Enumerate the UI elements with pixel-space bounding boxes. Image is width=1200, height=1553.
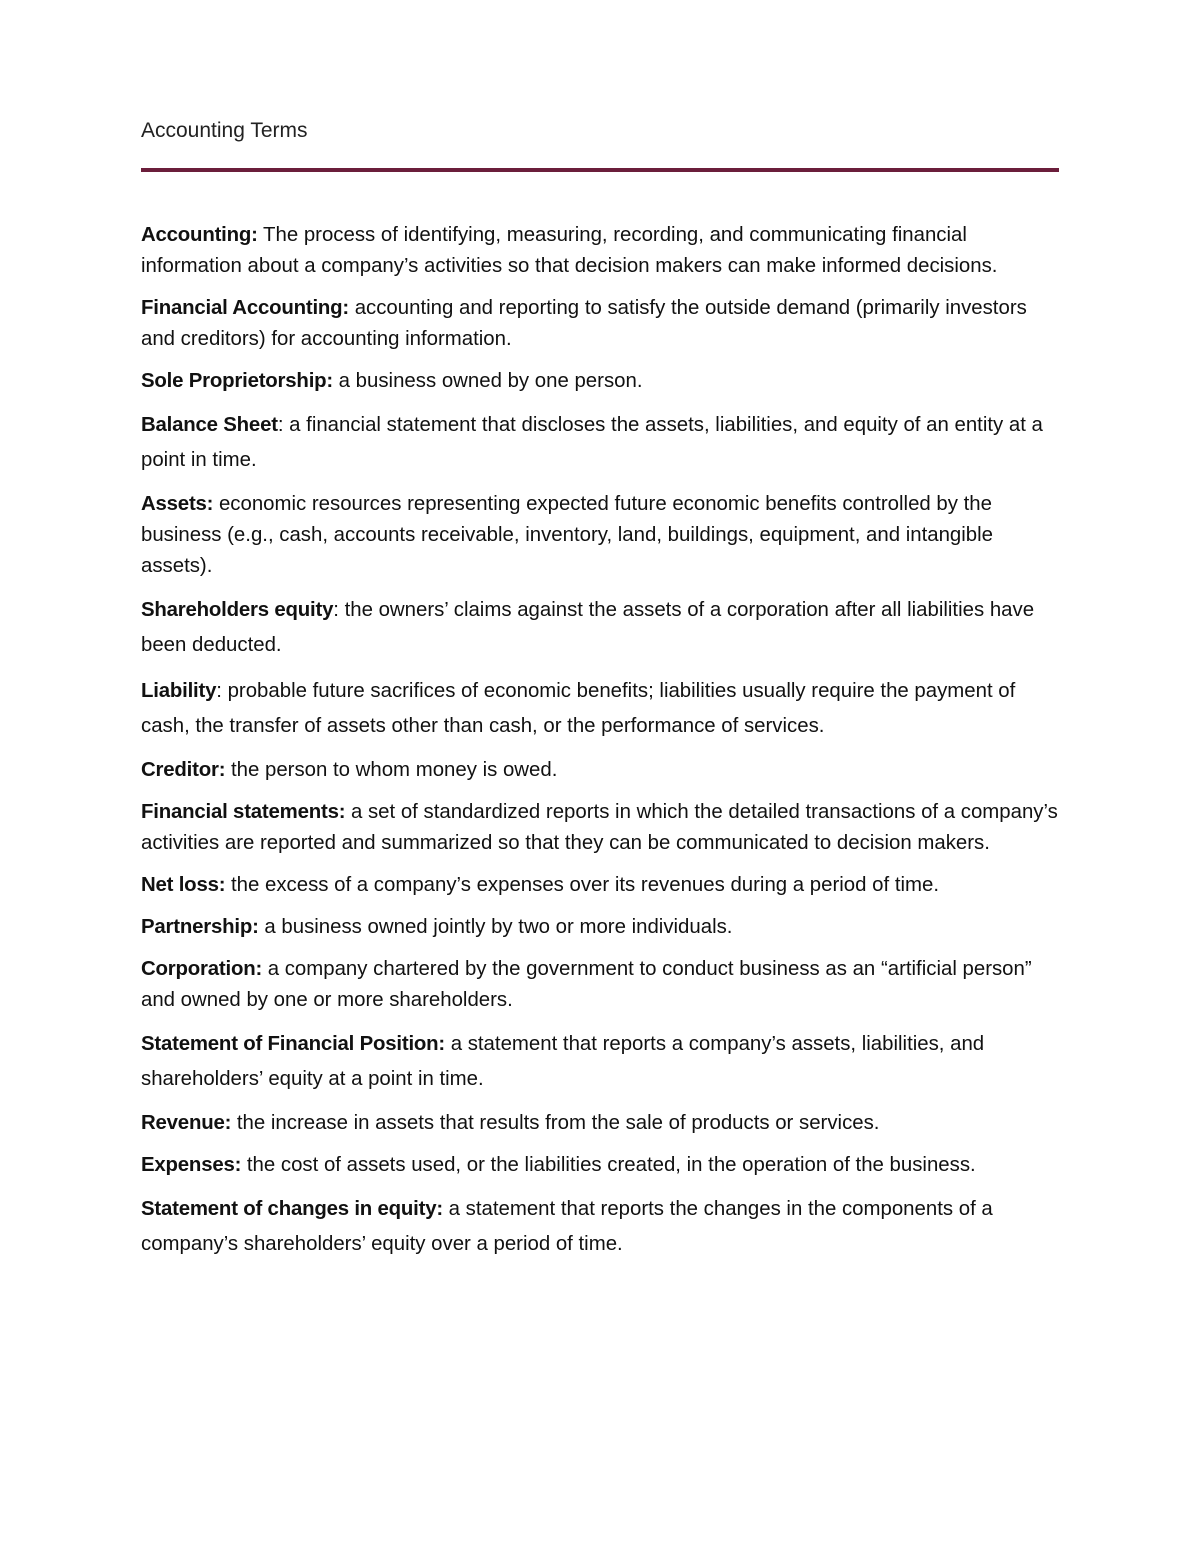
glossary-term: Creditor: [141, 759, 226, 781]
glossary-term: Expenses: [141, 1154, 242, 1176]
glossary-term: Statement of Financial Position: [141, 1033, 446, 1055]
glossary-term: Statement of changes in equity: [141, 1198, 443, 1220]
glossary-entry-assets [141, 489, 1059, 582]
glossary-term: Sole Proprietorship: [141, 370, 334, 392]
glossary-term: Accounting: [141, 224, 258, 246]
glossary-definition: the person to whom money is owed. [225, 759, 558, 781]
glossary-definition: the excess of a company’s expenses over its revenues during a period of time. [225, 874, 940, 896]
glossary-definition: a business owned by one person. [333, 370, 643, 392]
glossary-entry-financial-accounting [141, 293, 1059, 355]
glossary-definition: accounting and reporting to satisfy the outside demand (primarily investors and creditors) for accounting information. [141, 297, 1027, 350]
glossary-definition: : the owners’ claims against the assets of a corporation after all liabilities have been deducted. [141, 599, 1035, 656]
glossary-definition: economic resources representing expected future economic benefits controlled by the business (e.g., cash, accounts receivable, inventory, land, buildings, equipment, and intangible assets). [141, 493, 994, 577]
glossary-list [141, 220, 1059, 1273]
glossary-entry-expenses [141, 1150, 1059, 1181]
glossary-definition: the increase in assets that results from the sale of products or services. [231, 1112, 880, 1134]
glossary-entry-corporation [141, 954, 1059, 1016]
glossary-entry-accounting [141, 220, 1059, 282]
glossary-definition: a set of standardized reports in which the detailed transactions of a company’s activities are reported and summarized so that they can be communicated to decision makers. [141, 801, 1058, 854]
glossary-term: Liability [141, 680, 217, 702]
glossary-entry-statement-of-changes-in-equity [141, 1192, 1059, 1262]
glossary-entry-creditor [141, 755, 1059, 786]
glossary-entry-sole-proprietorship [141, 366, 1059, 397]
title-divider [141, 168, 1059, 172]
glossary-entry-revenue [141, 1108, 1059, 1139]
glossary-entry-financial-statements [141, 797, 1059, 859]
glossary-entry-partnership [141, 912, 1059, 943]
glossary-entry-liability [141, 674, 1059, 744]
glossary-definition: : a financial statement that discloses the assets, liabilities, and equity of an entity at a point in time. [141, 414, 1043, 471]
glossary-term: Financial Accounting: [141, 297, 350, 319]
glossary-term: Balance Sheet [141, 414, 278, 436]
glossary-term: Shareholders equity [141, 599, 334, 621]
glossary-term: Revenue: [141, 1112, 232, 1134]
glossary-definition: a business owned jointly by two or more individuals. [258, 916, 733, 938]
glossary-definition: : probable future sacrifices of economic benefits; liabilities usually require the payment of cash, the transfer of assets other than cash, or the performance of services. [141, 680, 1016, 737]
glossary-term: Assets: [141, 493, 214, 515]
glossary-term: Corporation: [141, 958, 263, 980]
glossary-entry-net-loss [141, 870, 1059, 901]
glossary-definition: a company chartered by the government to conduct business as an “artificial person” and owned by one or more shareholders. [141, 958, 1032, 1011]
glossary-definition: a statement that reports the changes in the components of a company’s shareholders’ equity over a period of time. [141, 1198, 993, 1255]
glossary-entry-balance-sheet [141, 408, 1059, 478]
glossary-entry-shareholders-equity [141, 593, 1059, 663]
glossary-definition: the cost of assets used, or the liabilities created, in the operation of the business. [241, 1154, 976, 1176]
glossary-definition: The process of identifying, measuring, recording, and communicating financial information about a company’s activities so that decision makers can make informed decisions. [141, 224, 998, 277]
glossary-term: Partnership: [141, 916, 259, 938]
glossary-term: Financial statements: [141, 801, 346, 823]
glossary-entry-statement-of-financial-position [141, 1027, 1059, 1097]
glossary-definition: a statement that reports a company’s assets, liabilities, and shareholders’ equity at a point in time. [141, 1033, 985, 1090]
glossary-term: Net loss: [141, 874, 226, 896]
document-title: Accounting Terms [141, 119, 308, 142]
